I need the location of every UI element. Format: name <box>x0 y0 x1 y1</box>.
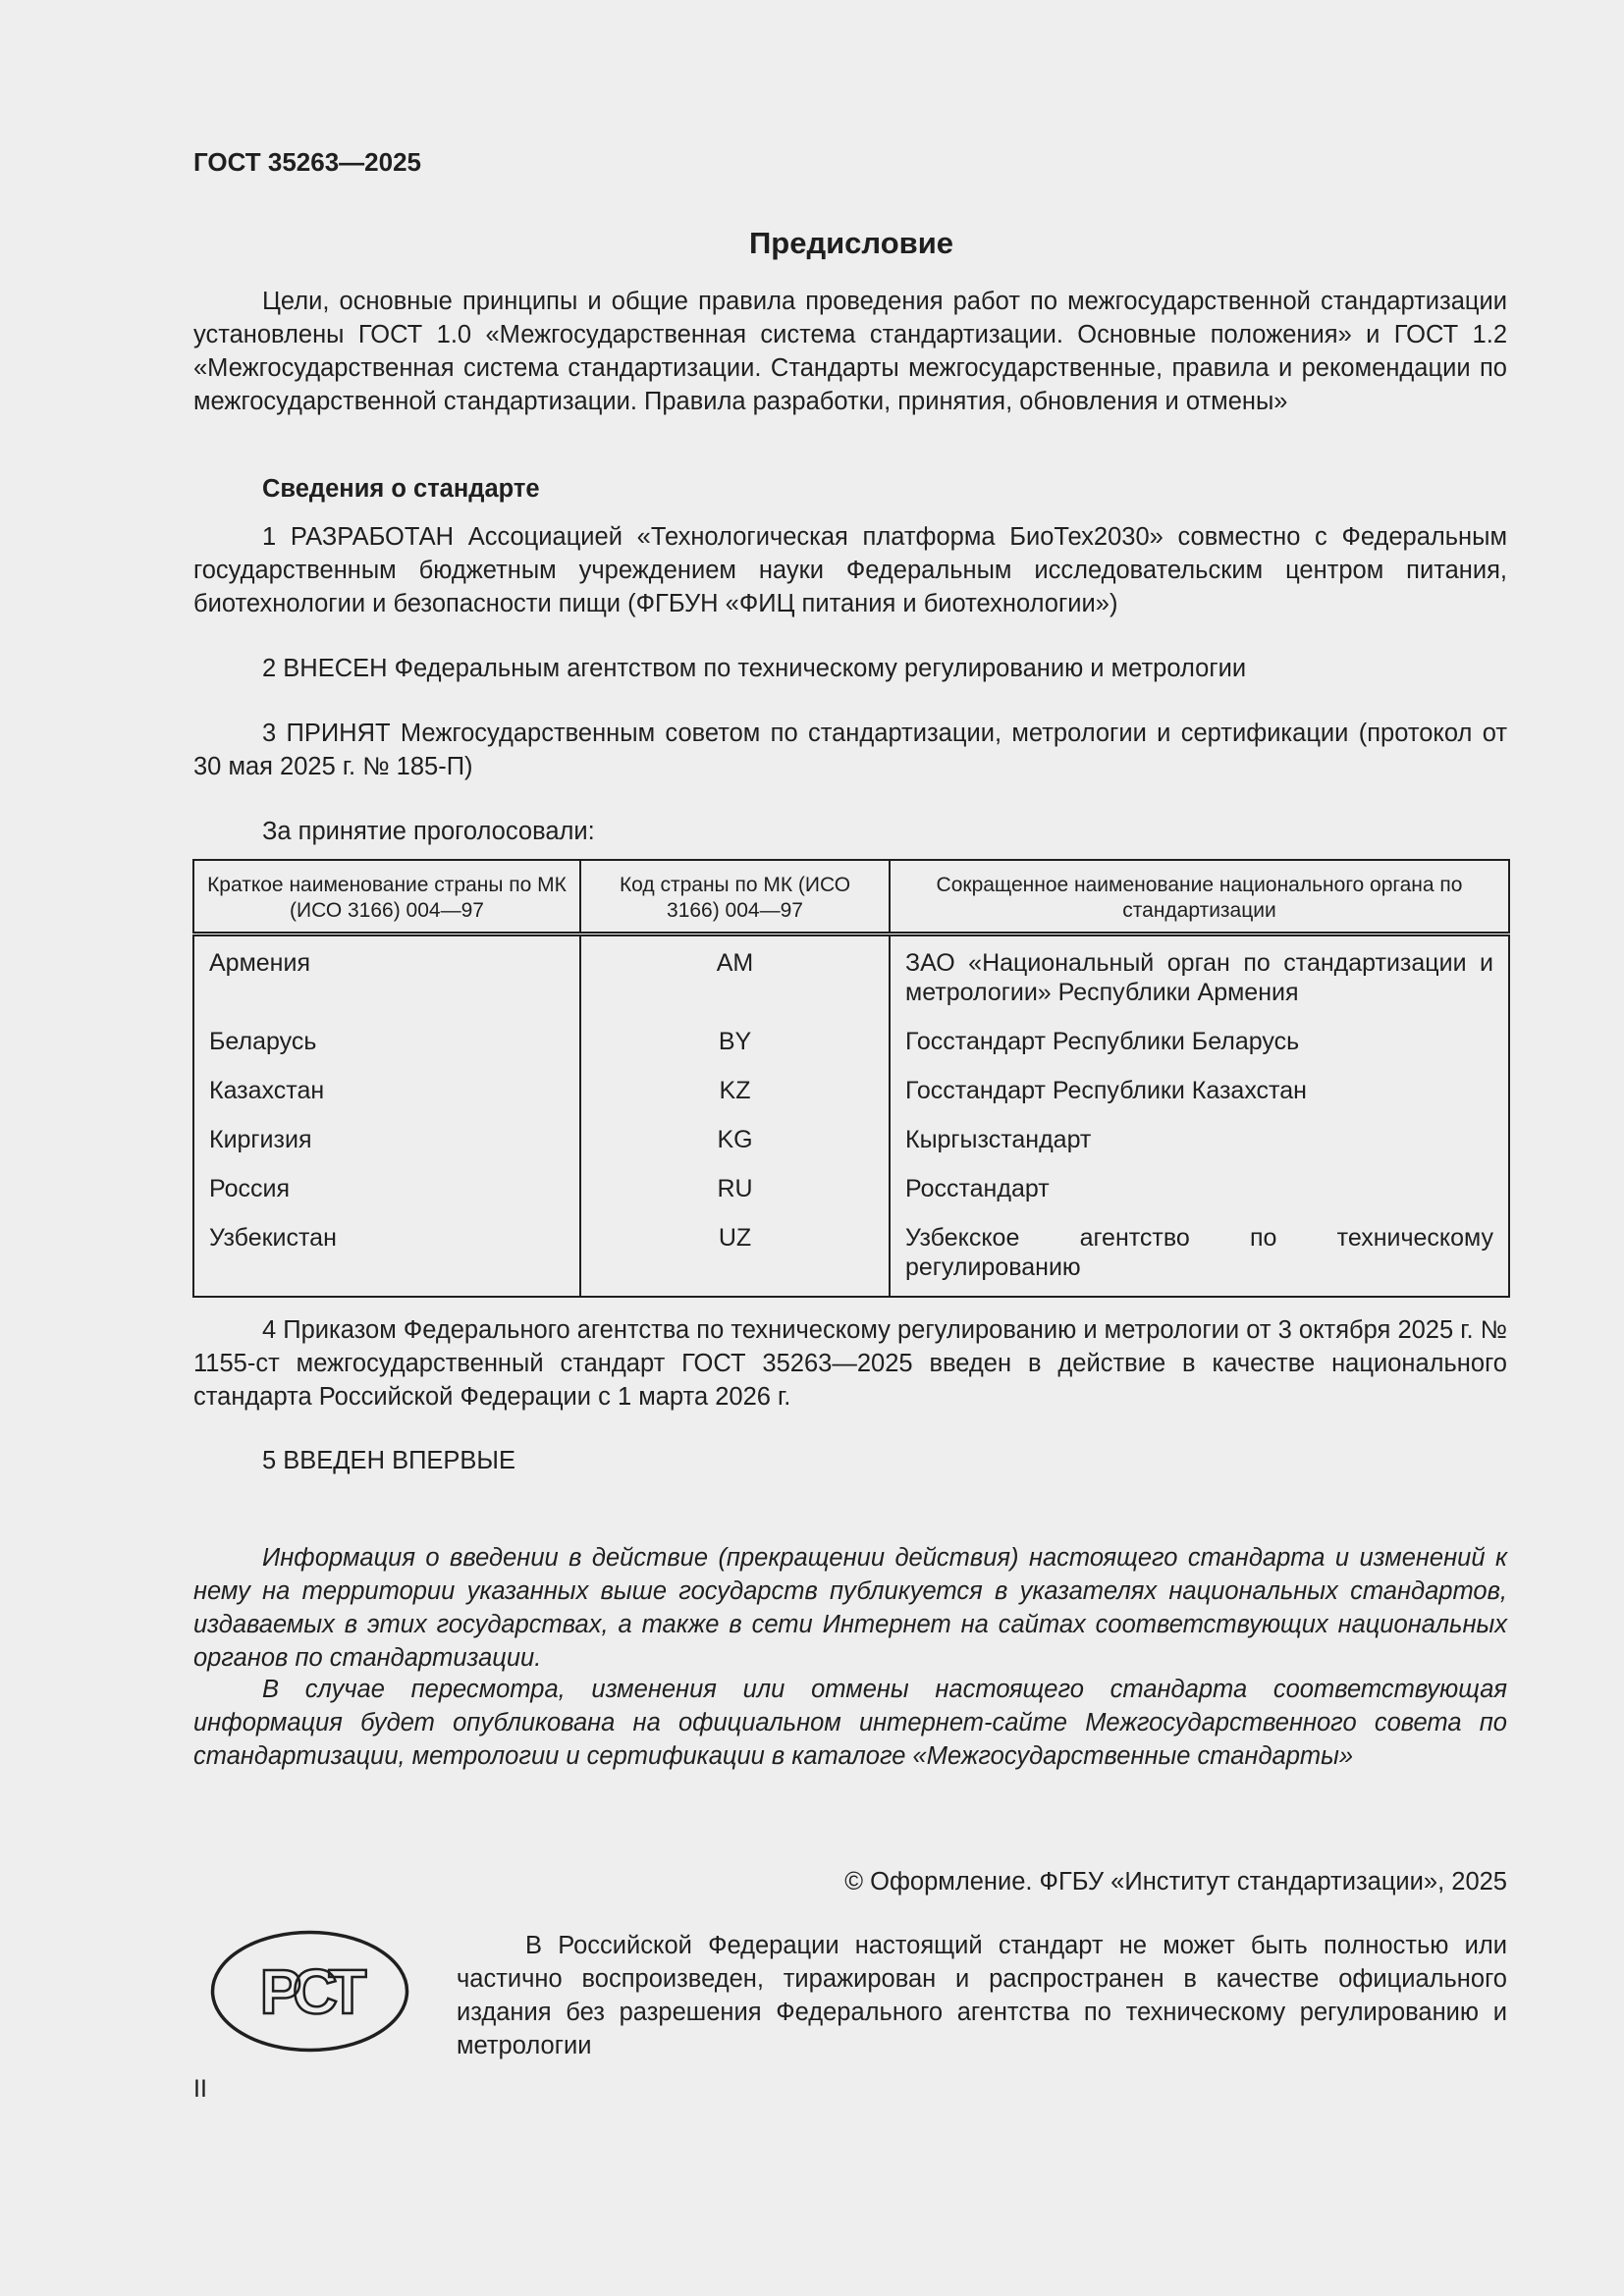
note-paragraph-2: В случае пересмотра, изменения или отмены настоящего стандарта соответствующая информация будет опубликована на официальном интернет-сайте Межгосударственного совета по стандартизации, метрологии и сертификации в каталоге «Межгосударственные стандарты» <box>193 1676 1507 1770</box>
table-row <box>193 1019 1509 1068</box>
copyright-line: © Оформление. ФГБУ «Институт стандартизации», 2025 <box>844 1868 1507 1896</box>
intro-paragraph: Цели, основные принципы и общие правила проведения работ по межгосударственной стандартизации установлены ГОСТ 1.0 «Межгосударственная система стандартизации. Основные положения» и ГОСТ 1.2 «Межгосударственная система стандартизации. Стандарты межгосударственные, правила и рекомендации по межгосударственной стандартизации. Правила разработки, принятия, обновления и отмены» <box>193 288 1507 415</box>
code-cell: BY <box>580 1019 890 1068</box>
code-cell: UZ <box>580 1215 890 1297</box>
table-row <box>193 1166 1509 1215</box>
item-1-developed: 1 РАЗРАБОТАН Ассоциацией «Технологическая платформа БиоТех2030» совместно с Федеральным государственным бюджетным учреждением науки Федеральным исследовательским центром питания, биотехнологии и безопасности пищи (ФГБУН «ФИЦ питания и биотехнологии») <box>193 523 1507 617</box>
item-3-adopted: 3 ПРИНЯТ Межгосударственным советом по стандартизации, метрологии и сертификации (протокол от 30 мая 2025 г. № 185-П) <box>193 720 1507 780</box>
item-5-first-introduced: 5 ВВЕДЕН ВПЕРВЫЕ <box>262 1447 516 1474</box>
table-row <box>193 1068 1509 1117</box>
code-cell: AM <box>580 934 890 1020</box>
country-cell: Беларусь <box>193 1019 580 1068</box>
table-header-row <box>193 860 1509 934</box>
organ-cell: Госстандарт Республики Казахстан <box>905 1077 1307 1104</box>
code-cell: RU <box>580 1166 890 1215</box>
logo-text: РСТ <box>259 1956 359 2027</box>
country-cell: Казахстан <box>193 1068 580 1117</box>
country-cell: Узбекистан <box>193 1215 580 1297</box>
rst-certification-logo-icon <box>209 1929 410 2054</box>
organ-cell: Росстандарт <box>905 1175 1050 1202</box>
votes-caption: За принятие проголосовали: <box>262 818 595 845</box>
note-paragraph-1: Информация о введении в действие (прекращении действия) настоящего стандарта и изменений к нему на территории указанных выше государств публикуется в указателях национальных стандартов, издаваемых в этих государствах, а также в сети Интернет на сайтах соответствующих национальных органов по стандартизации. <box>193 1544 1507 1672</box>
country-cell: Киргизия <box>193 1117 580 1166</box>
organ-cell: Кыргызстандарт <box>905 1126 1092 1153</box>
item-2-introduced: 2 ВНЕСЕН Федеральным агентством по техническому регулированию и метрологии <box>262 655 1247 682</box>
code-cell: KG <box>580 1117 890 1166</box>
section-title: Сведения о стандарте <box>262 475 540 503</box>
table-row <box>193 1117 1509 1166</box>
country-cell: Россия <box>193 1166 580 1215</box>
table-row <box>193 1215 1509 1297</box>
page-number: II <box>193 2075 207 2103</box>
code-cell: KZ <box>580 1068 890 1117</box>
page-title: Предисловие <box>748 226 953 260</box>
item-4-order: 4 Приказом Федерального агентства по техническому регулированию и метрологии от 3 октября 2025 г. № 1155-ст межгосударственный стандарт ГОСТ 35263—2025 введен в действие в качестве национального стандарта Российской Федерации с 1 марта 2026 г. <box>193 1316 1507 1411</box>
organ-cell: Госстандарт Республики Беларусь <box>905 1028 1300 1055</box>
column-header-country: Краткое наименование страны по МК (ИСО 3166) 004—97 <box>193 860 580 934</box>
document-code: ГОСТ 35263—2025 <box>193 147 421 177</box>
rights-notice: В Российской Федерации настоящий стандарт не может быть полностью или частично воспроизведен, тиражирован и распространен в качестве официального издания без разрешения Федерального агентства по техническому регулированию и метрологии <box>457 1932 1507 2059</box>
column-header-code: Код страны по МК (ИСО 3166) 004—97 <box>580 860 890 934</box>
organ-cell: Узбекское агентство по техническому регулированию <box>905 1224 1493 1281</box>
table-row <box>193 934 1509 1020</box>
votes-table <box>192 859 1510 1298</box>
organ-cell: ЗАО «Национальный орган по стандартизации и метрологии» Республики Армения <box>905 949 1493 1006</box>
country-cell: Армения <box>193 934 580 1020</box>
column-header-organ: Сокращенное наименование национального органа по стандартизации <box>890 860 1509 934</box>
